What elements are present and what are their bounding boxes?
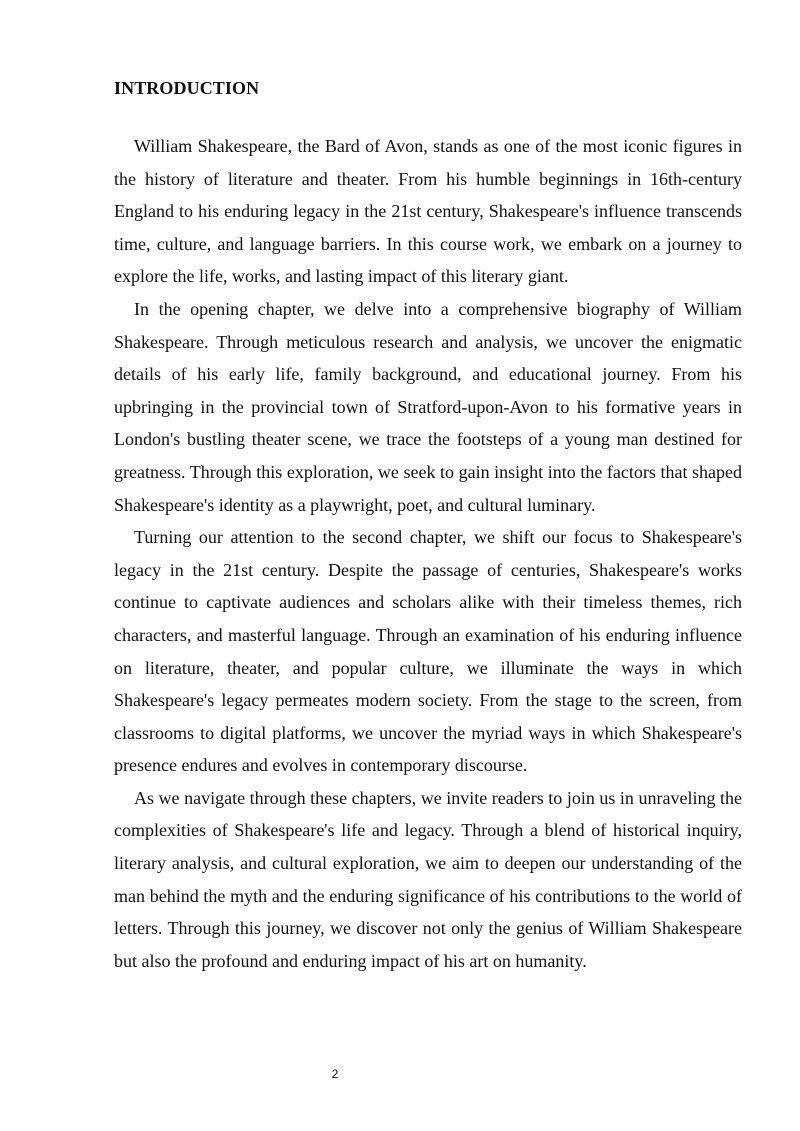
paragraph-4: As we navigate through these chapters, we invite readers to join us in unraveling the complexities of Shakespeare's life and legacy. Through a blend of historical inquiry, literary analysis, and cultural exploration, we aim to deepen our understanding of the man behind the myth and the enduring significance of his contributions to the world of letters. Through this journey, we discover not only the genius of William Shakespeare but also the profound and enduring impact of his art on humanity. bbox=[114, 787, 742, 971]
paragraph-1: William Shakespeare, the Bard of Avon, stands as one of the most iconic figures in the history of literature and theater. From his humble beginnings in 16th-century England to his enduring legacy in the 21st century, Shakespeare's influence transcends time, culture, and language barriers. In this course work, we embark on a journey to explore the life, works, and lasting impact of this literary giant. bbox=[114, 136, 742, 287]
page-number: 2 bbox=[331, 1067, 339, 1081]
paragraph-3: Turning our attention to the second chapter, we shift our focus to Shakespeare's legacy in the 21st century. Despite the passage of centuries, Shakespeare's works continue to captivate audiences and scholars alike with their timeless themes, rich characters, and masterful language. Through an examination of his enduring influence on literature, theater, and popular culture, we illuminate the ways in which Shakespeare's legacy permeates modern society. From the stage to the screen, from classrooms to digital platforms, we uncover the myriad ways in which Shakespeare's presence endures and evolves in contemporary discourse. bbox=[114, 527, 742, 776]
page-title: INTRODUCTION bbox=[114, 78, 260, 98]
paragraph-2: In the opening chapter, we delve into a comprehensive biography of William Shakespeare. Through meticulous research and analysis, we uncover the enigmatic details of his early life, family background, and educational journey. From his upbringing in the provincial town of Stratford-upon-Avon to his formative years in London's bustling theater scene, we trace the footsteps of a young man destined for greatness. Through this exploration, we seek to gain insight into the factors that shaped Shakespeare's identity as a playwright, poet, and cultural luminary. bbox=[114, 298, 742, 515]
page-content bbox=[114, 74, 742, 977]
